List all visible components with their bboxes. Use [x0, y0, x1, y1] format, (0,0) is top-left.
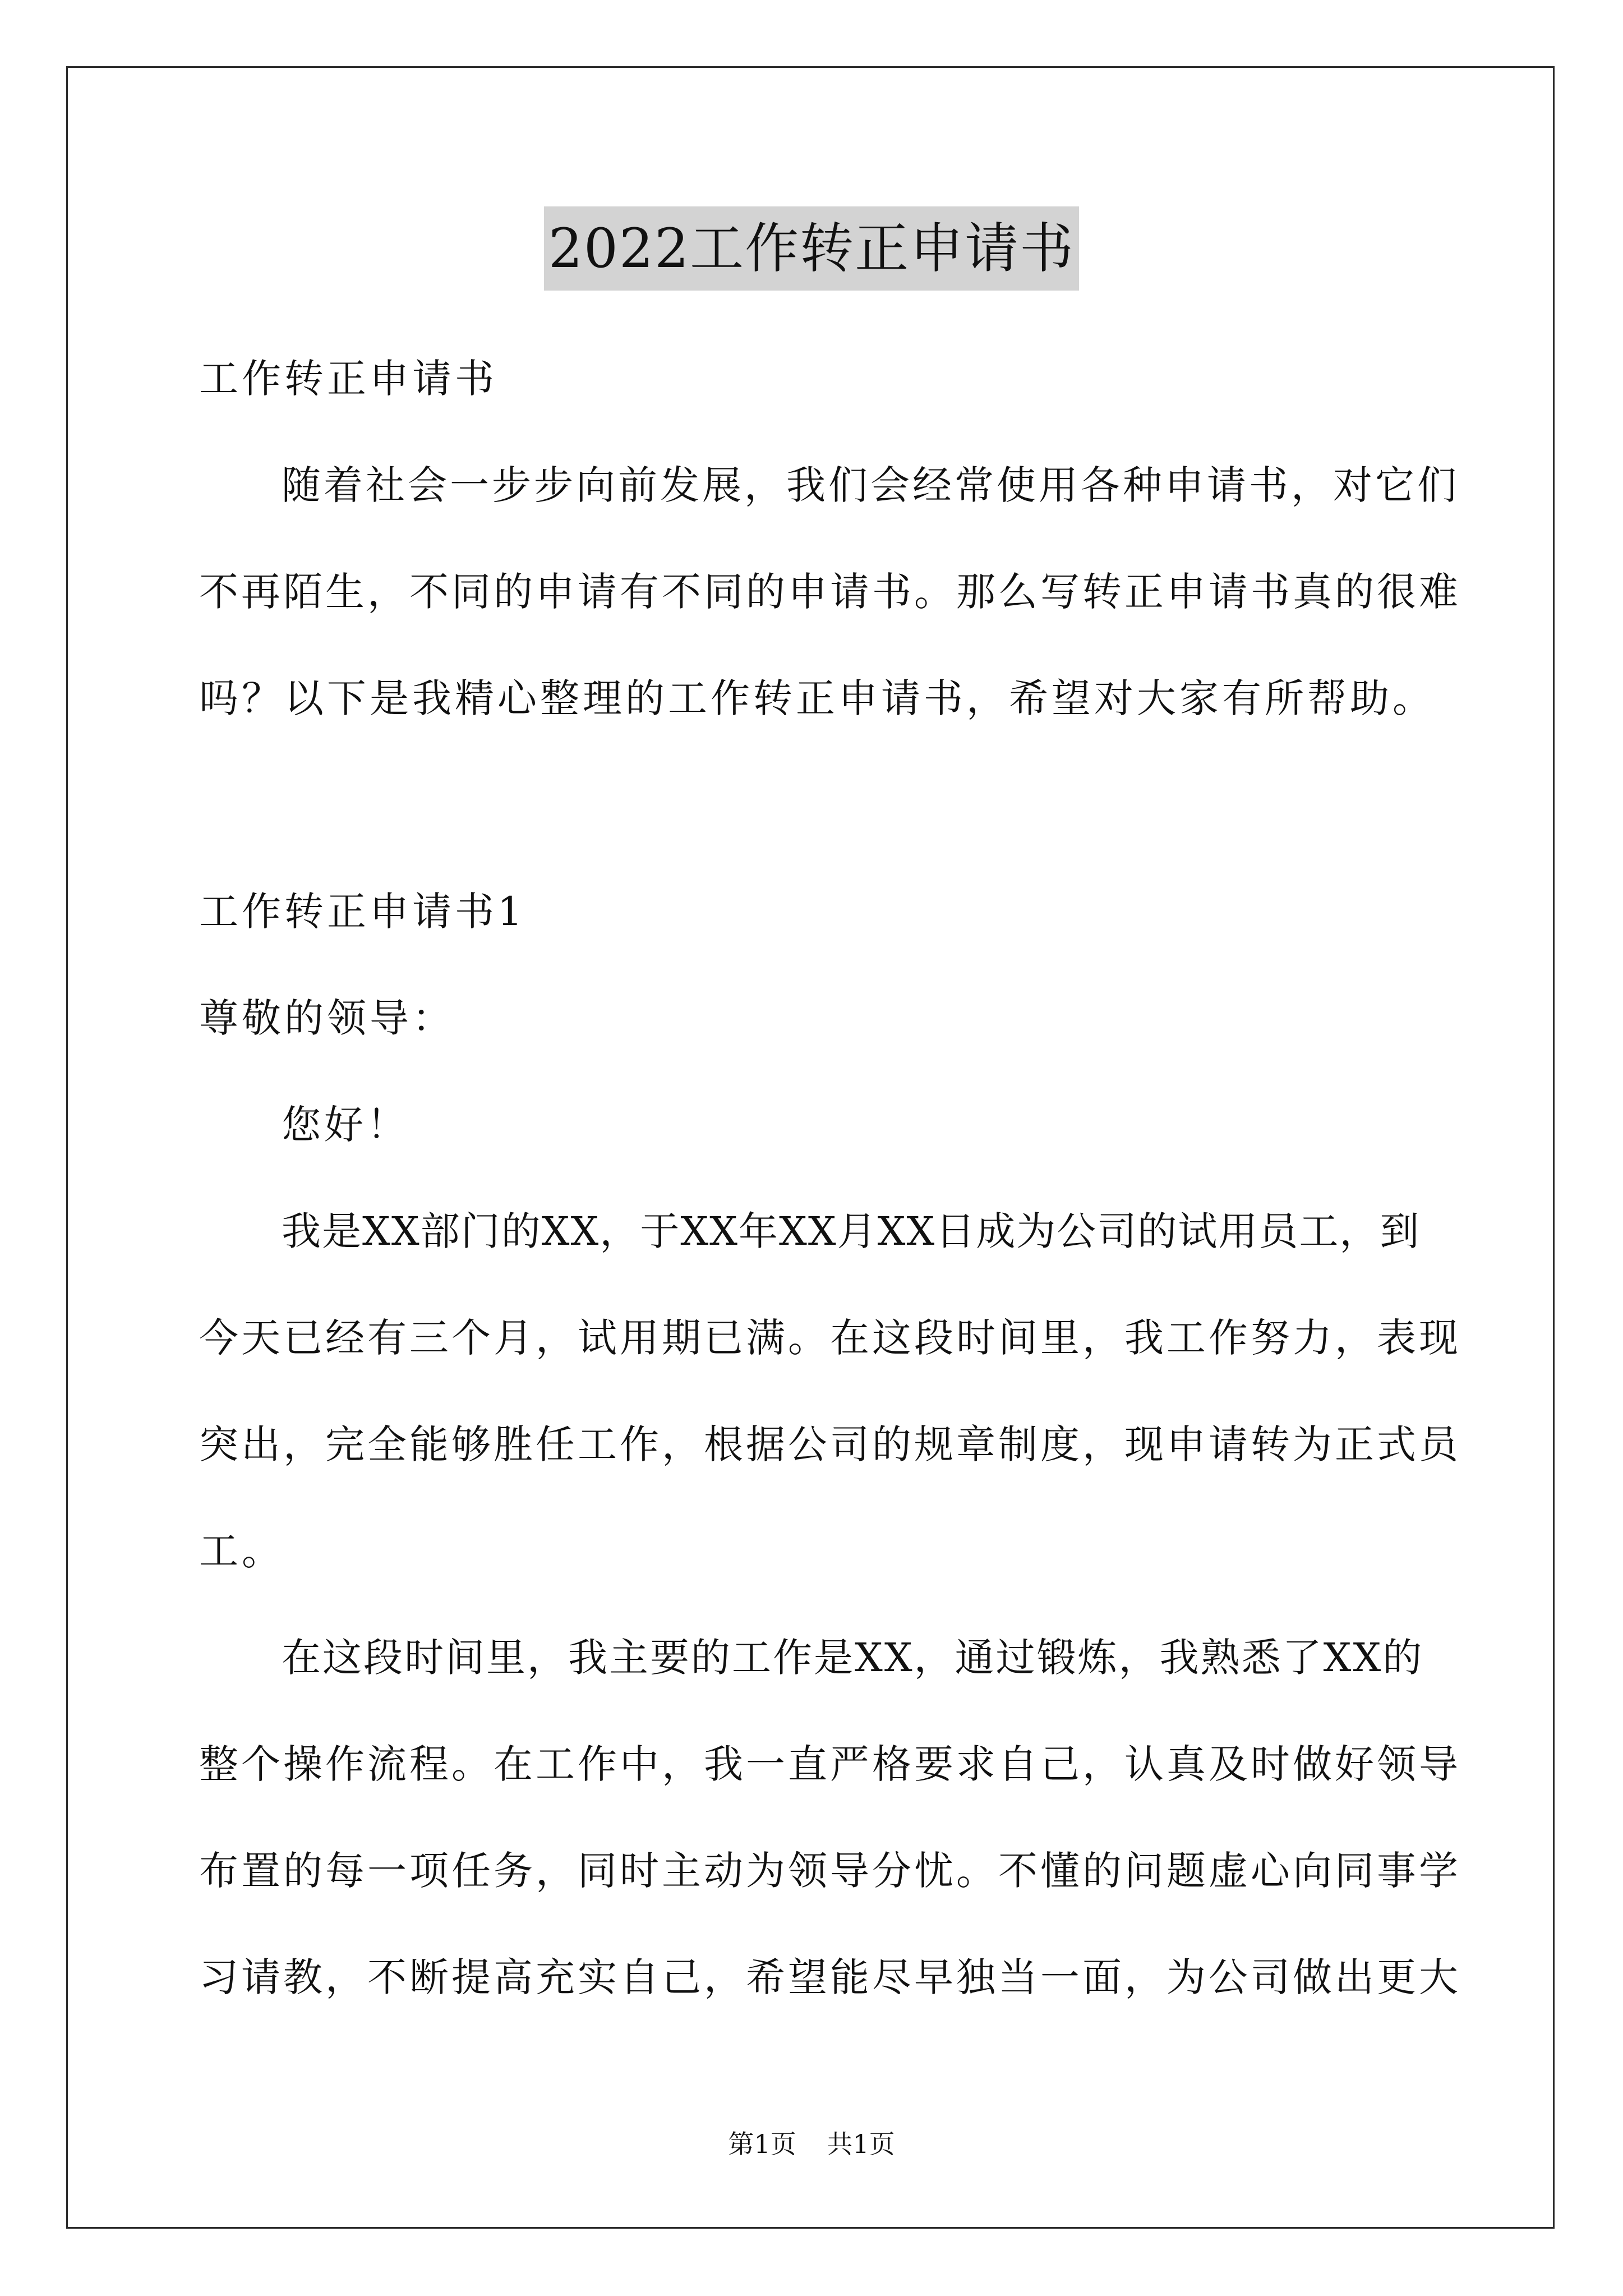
- body-line-6: 整个操作流程。在工作中，我一直严格要求自己，认真及时做好领导: [199, 1741, 1461, 1787]
- salutation: 尊敬的领导：: [199, 995, 455, 1041]
- body-line-5: 在这段时间里，我主要的工作是XX，通过锻炼，我熟悉了XX的: [282, 1635, 1424, 1681]
- body-line-8: 习请教，不断提高充实自己，希望能尽早独当一面，为公司做出更大: [199, 1954, 1461, 2000]
- intro-line-1: 随着社会一步步向前发展，我们会经常使用各种申请书，对它们: [282, 462, 1459, 508]
- body-line-4: 工。: [199, 1528, 284, 1574]
- document-title: 2022工作转正申请书: [544, 206, 1079, 291]
- title-container: [0, 206, 1623, 291]
- page-footer: [0, 2127, 1623, 2161]
- page-number-current: 第1页: [728, 2129, 796, 2159]
- page-number-total: 共1页: [827, 2129, 895, 2159]
- section-heading: 工作转正申请书1: [199, 889, 526, 935]
- intro-line-2: 不再陌生，不同的申请有不同的申请书。那么写转正申请书真的很难: [199, 569, 1461, 615]
- greeting: 您好！: [282, 1102, 409, 1148]
- body-line-7: 布置的每一项任务，同时主动为领导分忧。不懂的问题虚心向同事学: [199, 1848, 1461, 1894]
- body-line-2: 今天已经有三个月，试用期已满。在这段时间里，我工作努力，表现: [199, 1315, 1461, 1361]
- intro-line-3: 吗？以下是我精心整理的工作转正申请书，希望对大家有所帮助。: [199, 675, 1435, 721]
- body-line-1: 我是XX部门的XX，于XX年XX月XX日成为公司的试用员工，到: [282, 1208, 1421, 1254]
- subtitle-line: 工作转正申请书: [199, 356, 497, 402]
- body-line-3: 突出，完全能够胜任工作，根据公司的规章制度，现申请转为正式员: [199, 1421, 1461, 1467]
